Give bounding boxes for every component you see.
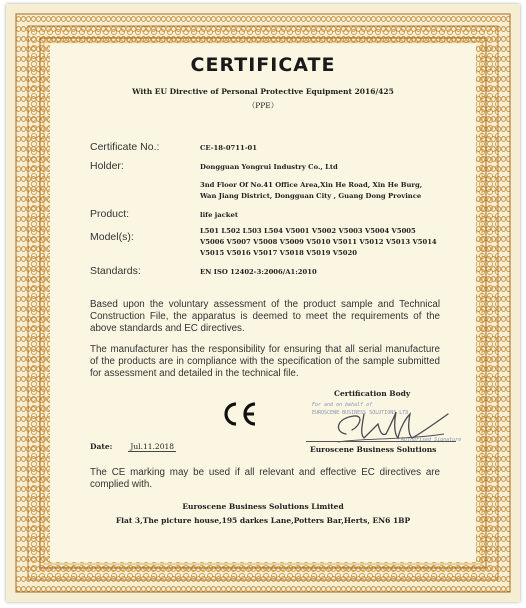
holder-address-line2: Wan Jiang District, Dongguan City , Guang Dong Province [200,192,422,200]
signature-line [306,441,456,442]
cert-no-label: Certificate No.: [90,141,160,153]
footer-address: Flat 3,The picture house,195 darkes Lane,Potters Bar,Herts, EN6 1BP [115,516,411,525]
signature [324,404,464,450]
certification-body-name: Euroscene Business Solutions [310,445,437,454]
standards-value: EN ISO 12402-3:2006/A1:2010 [200,268,317,276]
product-label: Product: [90,208,130,220]
date-label: Date: [90,442,113,451]
certification-body-label: Certification Body [334,389,411,398]
product-value: life jacket [200,211,238,219]
footer-company: Euroscene Business Solutions Limited [182,502,344,511]
certificate-title: CERTIFICATE [190,54,336,76]
date-row [90,436,176,454]
cert-no-value: CE-18-0711-01 [200,144,258,152]
models-line1: L501 L502 L503 L504 V5001 V5002 V5003 V5004 V5005 [200,227,416,235]
stamp-line3: Authorised Signature [401,437,462,443]
models-line3: V5015 V5016 V5017 V5018 V5019 V5020 [200,249,357,257]
stamp-line1: For and on behalf of [312,402,373,408]
holder-address-line1: 3nd Floor Of No.41 Office Area,Xin He Road, Xin He Burg, [200,181,423,189]
models-line2: V5006 V5007 V5008 V5009 V5010 V5011 V5012 V5013 V5014 [200,238,437,246]
ce-mark-icon [219,401,259,427]
stamp-line2: EUROSCENE BUSINESS SOLUTIONS LTD [312,410,409,416]
date-value: Jul.11.2018 [130,442,175,451]
ce-marking-note: The CE marking may be used if all relevant and effective EC directives are complied with. [90,467,440,490]
directive-subtitle: With EU Directive of Personal Protective Equipment 2016/425 [132,87,394,96]
holder-name: Dongguan Yongrui Industry Co., Ltd [200,163,338,171]
standards-label: Standards: [90,265,141,277]
holder-label: Holder: [90,160,124,172]
manufacturer-paragraph: The manufacturer has the responsibility for ensuring that all serial manufacture of the products are in compliance with the specification of the sample submitted for assessment and detailed in the technical file. [90,344,440,379]
certificate [6,4,520,602]
assessment-paragraph: Based upon the voluntary assessment of the product sample and Technical Construction File, the apparatus is deemed to meet the requirements of the above standards and EC directives. [90,299,440,334]
ppe-label: （PPE） [247,101,279,110]
models-label: Model(s): [90,231,134,243]
